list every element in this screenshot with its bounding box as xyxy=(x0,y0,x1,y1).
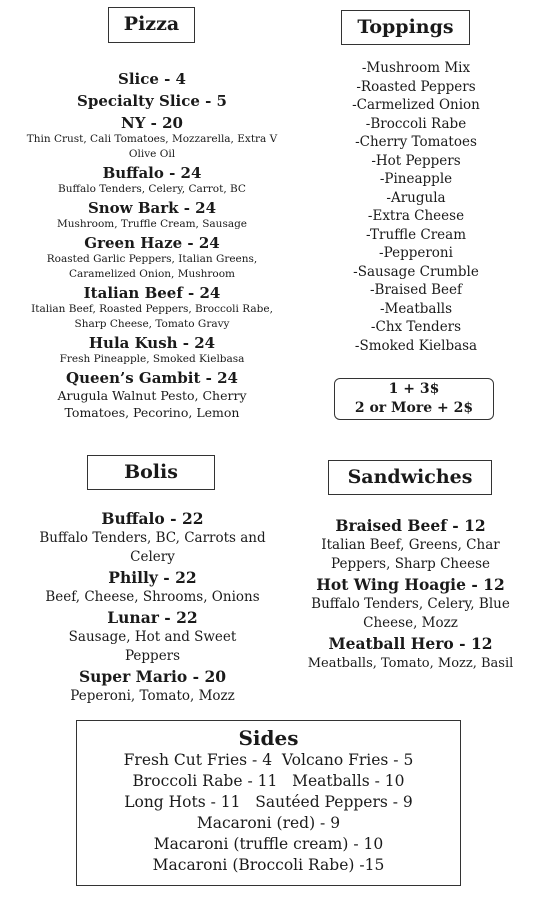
sandwich-item-meatball-hero xyxy=(288,634,533,673)
topping-item: -Mushroom Mix xyxy=(361,60,471,76)
pizza-header: Pizza xyxy=(108,7,195,43)
item-desc: Thin Crust, Cali Tomatoes, Mozzarella, Extra V Olive Oil xyxy=(26,133,278,160)
item-name: Braised Beef - 12 xyxy=(335,516,486,535)
pizza-item-queens-gambit xyxy=(18,369,286,421)
pizza-list xyxy=(18,70,286,421)
bolis-item-philly xyxy=(30,568,275,607)
bolis-item-lunar xyxy=(30,608,275,666)
topping-item: -Broccoli Rabe xyxy=(365,115,467,132)
topping-item: -Meatballs xyxy=(379,300,453,317)
toppings-price-line: 1 + 3$ xyxy=(388,381,440,397)
sides-box xyxy=(76,720,461,886)
item-desc: Arugula Walnut Pesto, Cherry Tomatoes, Pecorino, Lemon xyxy=(57,388,247,420)
toppings-header: Toppings xyxy=(341,10,470,45)
sides-line: Macaroni (truffle cream) - 10 xyxy=(153,835,384,853)
topping-item: -Chx Tenders xyxy=(370,319,462,335)
item-name: Hula Kush - 24 xyxy=(88,334,216,352)
topping-item: -Braised Beef xyxy=(369,282,463,298)
item-desc: Peperoni, Tomato, Mozz xyxy=(70,688,235,704)
item-desc: Fresh Pineapple, Smoked Kielbasa xyxy=(59,353,245,365)
item-name: Specialty Slice - 5 xyxy=(77,92,227,110)
sandwich-item-braised-beef xyxy=(288,516,533,574)
sides-line: Macaroni (Broccoli Rabe) -15 xyxy=(152,856,385,874)
topping-item: -Pepperoni xyxy=(379,245,453,261)
topping-item: -Cherry Tomatoes xyxy=(355,134,477,150)
item-name: Italian Beef - 24 xyxy=(83,284,221,302)
toppings-list xyxy=(316,59,516,355)
item-name: Hot Wing Hoagie - 12 xyxy=(316,575,505,594)
item-desc: Beef, Cheese, Shrooms, Onions xyxy=(45,589,260,605)
topping-item: -Carmelized Onion xyxy=(352,97,480,113)
item-desc: Buffalo Tenders, BC, Carrots and Celery xyxy=(39,530,266,565)
pizza-item-ny xyxy=(18,114,286,162)
sides-title: Sides xyxy=(238,726,299,750)
topping-item: -Arugula xyxy=(386,189,446,206)
bolis-header: Bolis xyxy=(87,455,215,490)
sides-line: Fresh Cut Fries - 4 Volcano Fries - 5 xyxy=(123,751,414,769)
pizza-item-specialty-slice xyxy=(18,92,286,110)
item-desc: Italian Beef, Roasted Peppers, Broccoli Rabe, Sharp Cheese, Tomato Gravy xyxy=(31,303,273,330)
item-name: Super Mario - 20 xyxy=(78,667,227,686)
topping-item: -Truffle Cream xyxy=(365,226,467,243)
topping-item: -Extra Cheese xyxy=(367,208,465,224)
item-name: NY - 20 xyxy=(121,114,183,132)
item-desc: Sausage, Hot and Sweet Peppers xyxy=(68,629,237,664)
item-name: Buffalo - 22 xyxy=(101,509,204,528)
bolis-item-super-mario xyxy=(30,667,275,706)
bolis-list xyxy=(30,509,275,706)
toppings-price-box xyxy=(334,378,494,420)
item-name: Green Haze - 24 xyxy=(84,234,220,252)
toppings-price-line: 2 or More + 2$ xyxy=(354,400,474,416)
sides-line: Broccoli Rabe - 11 Meatballs - 10 xyxy=(132,772,405,790)
topping-item: -Pineapple xyxy=(379,171,453,187)
item-desc: Buffalo Tenders, Celery, Blue Cheese, Mozz xyxy=(311,596,510,631)
sandwiches-header: Sandwiches xyxy=(328,460,492,495)
item-name: Buffalo - 24 xyxy=(102,164,202,182)
pizza-item-slice xyxy=(18,70,286,88)
pizza-item-snow-bark xyxy=(18,199,286,232)
sides-line: Macaroni (red) - 9 xyxy=(196,814,341,832)
pizza-item-green-haze xyxy=(18,234,286,282)
bolis-item-buffalo xyxy=(30,509,275,567)
item-desc: Buffalo Tenders, Celery, Carrot, BC xyxy=(58,183,246,195)
item-desc: Meatballs, Tomato, Mozz, Basil xyxy=(307,656,514,671)
sandwiches-list xyxy=(288,516,533,673)
pizza-item-italian-beef xyxy=(18,284,286,332)
topping-item: -Sausage Crumble xyxy=(353,263,479,280)
item-name: Meatball Hero - 12 xyxy=(328,634,493,653)
pizza-item-hula-kush xyxy=(18,334,286,367)
item-name: Philly - 22 xyxy=(108,568,197,587)
topping-item: -Hot Peppers xyxy=(371,152,461,169)
pizza-item-buffalo xyxy=(18,164,286,197)
item-name: Snow Bark - 24 xyxy=(87,199,217,217)
item-name: Queen’s Gambit - 24 xyxy=(66,369,238,387)
item-name: Slice - 4 xyxy=(117,70,186,88)
item-desc: Italian Beef, Greens, Char Peppers, Sharp Cheese xyxy=(321,537,500,572)
sides-line: Long Hots - 11 Sautéed Peppers - 9 xyxy=(124,793,413,811)
topping-item: -Roasted Peppers xyxy=(356,78,476,95)
item-desc: Mushroom, Truffle Cream, Sausage xyxy=(56,218,248,230)
item-desc: Roasted Garlic Peppers, Italian Greens, Caramelized Onion, Mushroom xyxy=(46,253,258,280)
item-name: Lunar - 22 xyxy=(107,608,198,627)
topping-item: -Smoked Kielbasa xyxy=(354,337,478,354)
sandwich-item-hot-wing-hoagie xyxy=(288,575,533,633)
